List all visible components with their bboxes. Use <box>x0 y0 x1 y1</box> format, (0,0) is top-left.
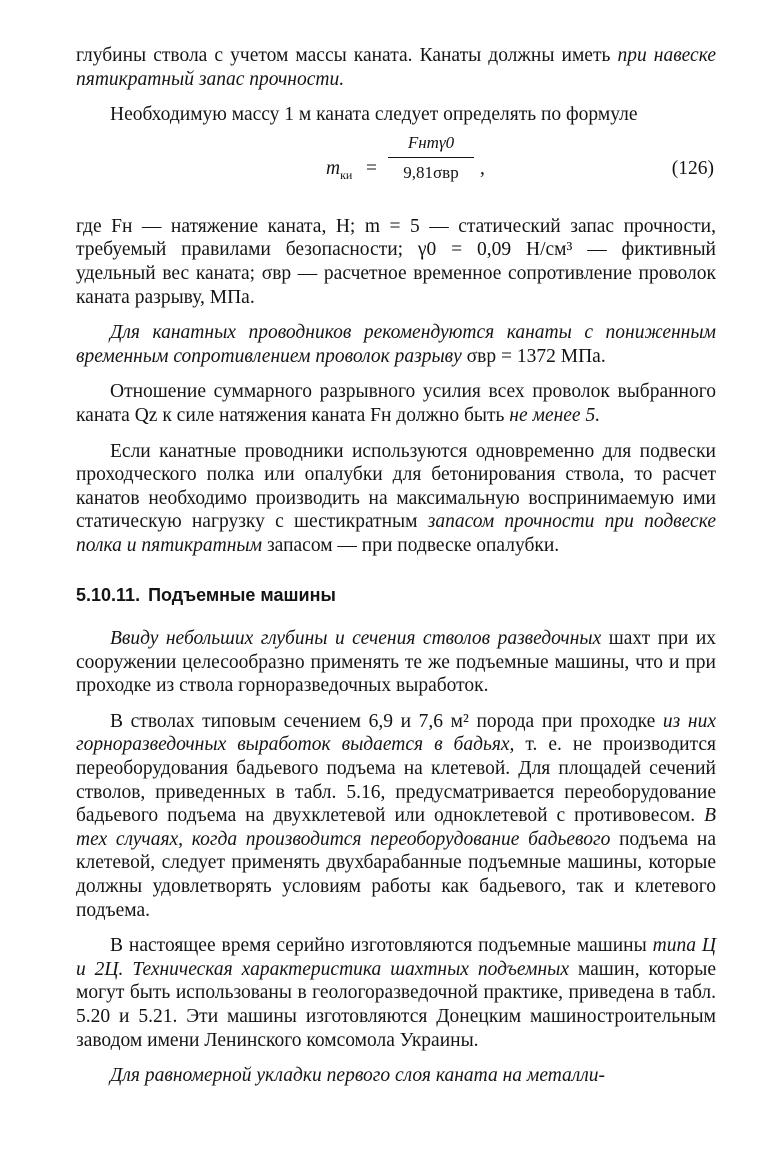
paragraph-ratio <box>76 380 716 427</box>
text-run: Если канатные проводники используются одновременно для подвески проходческого полка или опалубки для бетонирования ствола, то расчет канатов необходимо производить на максимальную воспринимаемую ими статическую нагрузку с шестикратным <box>76 440 716 533</box>
text-run: В стволах типовым сечением 6,9 и 7,6 м² порода при проходке <box>110 710 663 732</box>
formula-lhs-var: m <box>326 157 341 179</box>
text-run: σвр = 1372 МПа. <box>461 345 606 367</box>
text-run: шахт при их сооружении целесообразно применять те же подъемные машины, что и при проходке из ствола горноразведочных выработок. <box>76 628 717 697</box>
italic-run: запасом прочности при подвеске полка и пятикратным <box>76 511 716 556</box>
paragraph-definitions: где Fн — натяжение каната, Н; m = 5 — статический запас прочности, требуемый правилами безопасности; γ0 = 0,09 Н/см³ — фиктивный удельный вес каната; σвр — расчетное временное сопротивление проволок каната разрыву, МПа. <box>76 215 716 308</box>
formula-number: (126) <box>671 157 714 179</box>
formula-lhs-sub: ки <box>340 167 353 182</box>
paragraph-conductor-ropes <box>76 321 716 368</box>
formula-comma: , <box>480 157 485 179</box>
formula-equals: = <box>366 157 377 179</box>
text-run: машин, которые могут быть использованы в геологоразведочной практике, приведена в табл. 5.20 и 5.21. Эти машины изготовляются Донецким машиностроительным заводом имени Ленинского комсомола Украины. <box>76 958 716 1051</box>
paragraph-rope-laying: Для равномерной укладки первого слоя каната на металли- <box>110 1065 606 1087</box>
italic-run: Ввиду небольших глубины и сечения стволов разведочных <box>110 628 602 650</box>
paragraph-hoist-machines <box>76 934 716 1052</box>
italic-run: при навеске пятикратный запас прочности. <box>76 45 717 90</box>
formula-lhs <box>326 157 352 187</box>
section-title: Подъемные машины <box>148 584 336 605</box>
formula-numerator: Fнmγ0 <box>388 131 474 159</box>
text-run: В настоящее время серийно изготовляются подъемные машины <box>110 935 653 957</box>
text-run: Отношение суммарного разрывного усилия всех проволок выбранного каната Qz к силе натяжения каната Fн должно быть <box>76 381 716 426</box>
document-page <box>76 44 716 1100</box>
italic-run: из них горноразведочных выработок выдается в бадьях, <box>76 710 716 756</box>
section-heading <box>76 584 716 608</box>
paragraph-continued <box>76 44 716 91</box>
italic-run: не менее 5. <box>509 404 601 426</box>
paragraph-formwork <box>76 440 716 558</box>
formula-fraction <box>388 131 474 185</box>
paragraph-formula-intro: Необходимую массу 1 м каната следует определять по формуле <box>110 104 638 126</box>
formula-126 <box>76 131 716 209</box>
text-run: запасом — при подвеске опалубки. <box>262 534 560 556</box>
text-run: подъема на клетевой, следует применять двухбарабанные подъемные машины, которые должны удовлетворять условиям работы как бадьевого, так и клетевого подъема. <box>76 828 716 921</box>
paragraph-hoists-intro <box>76 627 716 698</box>
paragraph-shaft-sections <box>76 710 716 922</box>
section-number: 5.10.11. <box>76 584 141 605</box>
italic-run: Для канатных проводников рекомендуются канаты с пониженным временным сопротивлением проволок разрыву <box>76 322 716 367</box>
formula-denominator: 9,81σвр <box>403 163 459 183</box>
italic-run: В тех случаях, когда производится переоборудование бадьевого <box>76 805 716 850</box>
text-run: т. е. не производится переоборудования бадьевого подъема на клетевой. Для площадей сечений стволов, приведенных в табл. 5.16, предусматривается переоборудование бадьевого подъема на двухклетевой или одноклетевой с противовесом. <box>76 734 716 827</box>
italic-run: типа Ц и 2Ц. Техническая характеристика шахтных подъемных <box>76 935 717 980</box>
text-run: глубины ствола с учетом массы каната. Канаты должны иметь <box>76 45 618 66</box>
